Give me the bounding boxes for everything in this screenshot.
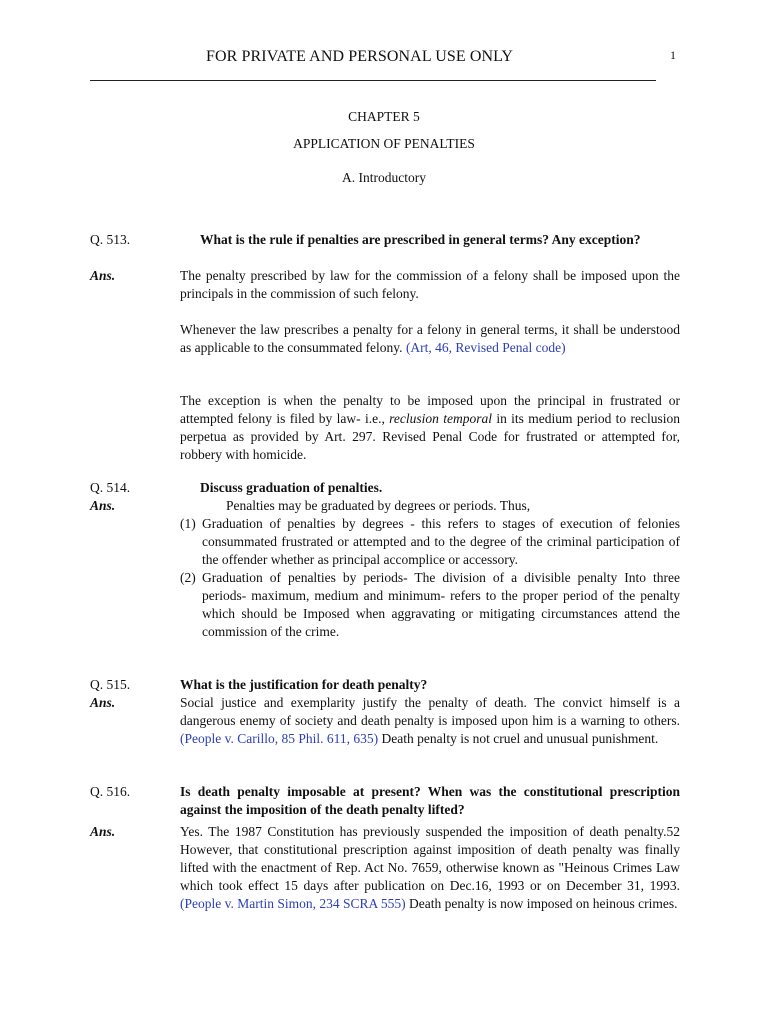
question-text: What is the justification for death penalty? — [180, 677, 428, 692]
question-label: Q. 516. — [90, 784, 131, 799]
header-title: FOR PRIVATE AND PERSONAL USE ONLY — [206, 48, 514, 65]
answer-label: Ans. — [90, 824, 116, 839]
page-number: 1 — [670, 48, 676, 62]
list-item-number: (1) — [180, 516, 196, 531]
answer-label: Ans. — [90, 268, 116, 283]
answer-text: Death penalty is now imposed on heinous crimes. — [409, 896, 678, 911]
question-text: What is the rule if penalties are prescribed in general terms? Any exception? — [200, 232, 641, 247]
answer-paragraph: The penalty prescribed by law for the commission of a felony shall be imposed upon the principals in the commission of such felony. — [180, 268, 680, 301]
answer-label: Ans. — [90, 498, 116, 513]
header-rule — [90, 80, 656, 81]
list-item — [180, 515, 680, 569]
answer-text: Whenever the law prescribes a penalty for a felony in general terms, it shall be understood as applicable to the consummated felony. — [180, 322, 680, 355]
citation: (People v. Martin Simon, 234 SCRA 555) — [180, 896, 406, 911]
chapter-title: APPLICATION OF PENALTIES — [293, 136, 475, 151]
answer-text: in its medium period to reclusion perpetua as provided by Art. 297. Revised Penal Code for frustrated or attempted for, robbery with homicide. — [180, 411, 680, 462]
answer-paragraph — [180, 392, 680, 464]
answer-text: Death penalty is not cruel and unusual punishment. — [378, 731, 659, 746]
question-label: Q. 515. — [90, 677, 131, 692]
list-item-text: Graduation of penalties by periods- The division of a divisible penalty Into three periods- maximum, medium and minimum- refers to the proper period of the penalty which should be Imposed when aggravating or mitigating circumstances attend the commission of the crime. — [202, 570, 680, 639]
answer-text: Social justice and exemplarity justify the penalty of death. The convict himself is a dangerous enemy of society and death penalty is imposed upon him is a warning to others. — [180, 695, 680, 728]
list-item-number: (2) — [180, 570, 196, 585]
emphasis-term: reclusion temporal — [389, 411, 492, 426]
answer-text: The exception is when the penalty to be imposed upon the principal in frustrated or attempted felony is filed by law- i.e., — [180, 393, 680, 426]
citation: (Art, 46, Revised Penal code) — [405, 340, 566, 355]
answer-paragraph — [180, 823, 680, 913]
answer-paragraph — [180, 321, 680, 357]
list-item-text: Graduation of penalties by degrees - this refers to stages of execution of felonies consummated frustrated or attempted and to the degree of the criminal participation of the offender whether as principal accomplice or accessory. — [202, 516, 680, 567]
answer-label: Ans. — [90, 695, 116, 710]
section-title: A. Introductory — [342, 170, 426, 185]
chapter-number: CHAPTER 5 — [348, 109, 420, 124]
question-text: Discuss graduation of penalties. — [200, 480, 383, 495]
answer-intro: Penalties may be graduated by degrees or periods. Thus, — [226, 498, 531, 513]
question-label: Q. 513. — [90, 232, 131, 247]
graduation-list — [180, 515, 680, 641]
question-label: Q. 514. — [90, 480, 131, 495]
answer-paragraph — [180, 694, 680, 748]
list-item — [180, 569, 680, 641]
citation: (People v. Carillo, 85 Phil. 611, 635) — [180, 731, 379, 746]
question-text: Is death penalty imposable at present? When was the constitutional prescription against the imposition of the death penalty lifted? — [180, 784, 680, 817]
answer-text: Yes. The 1987 Constitution has previously suspended the imposition of death penalty.52 However, that constitutional prescription against imposition of death penalty was finally lifted with the enactment of Rep. Act No. 7659, otherwise known as "Heinous Crimes Law which took effect 15 days after publication on Dec.16, 1993 or on December 31, 1993. — [180, 824, 680, 893]
